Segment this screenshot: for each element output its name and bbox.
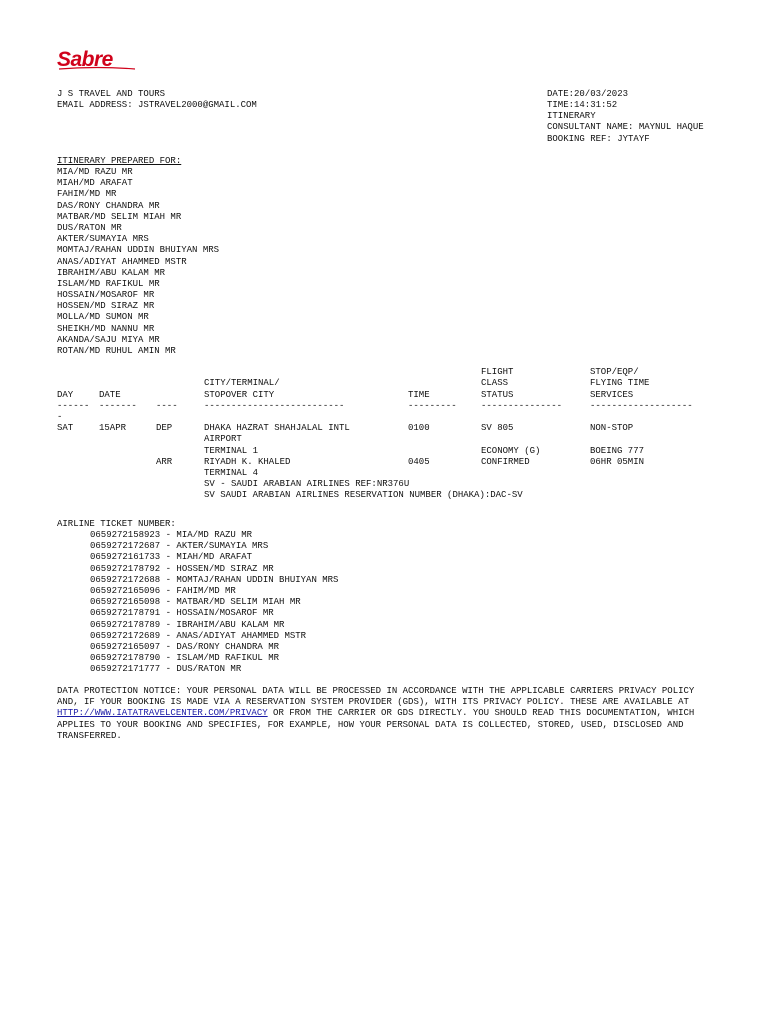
departure-city: DHAKA HAZRAT SHAHJALAL INTL xyxy=(204,423,350,433)
ticket-row xyxy=(90,552,338,563)
ticket-number: 0659272172687 xyxy=(90,541,161,552)
notice-text-1: DATA PROTECTION NOTICE: YOUR PERSONAL DATA WILL BE PROCESSED IN ACCORDANCE WITH THE APPLICABLE CARRIERS PRIVACY POLICY AND, IF YOUR BOOKING IS MADE VIA A RESERVATION SYSTEM PROVIDER (GDS), WITH ITS PRIVACY POLICY. THESE ARE AVAILABLE AT xyxy=(57,686,695,708)
divider-dep: ---- xyxy=(156,401,178,411)
flight-date: 15APR xyxy=(99,423,127,433)
passenger-name: ANAS/ADIYAT AHAMMED MSTR xyxy=(57,256,187,267)
ticket-row xyxy=(90,564,338,575)
ticket-separator: - xyxy=(160,530,177,540)
ticket-row xyxy=(90,530,338,541)
document-type: ITINERARY xyxy=(547,111,596,121)
booking-reference: BOOKING REF: JYTAYF xyxy=(547,134,650,144)
divider-wrap: - xyxy=(57,412,63,422)
ticket-passenger: DUS/RATON MR xyxy=(176,664,242,675)
flight-status: CONFIRMED xyxy=(481,457,530,467)
ticket-separator: - xyxy=(160,597,177,608)
ticket-number: 0659272171777 xyxy=(90,664,161,675)
passenger-name: MOMTAJ/RAHAN UDDIN BHUIYAN MRS xyxy=(57,245,220,256)
divider-date: ------- xyxy=(99,401,137,411)
ticket-passenger: ISLAM/MD RAFIKUL MR xyxy=(176,653,280,664)
equipment: BOEING 777 xyxy=(590,446,645,456)
passenger-name: MIA/MD RAZU MR xyxy=(57,167,133,177)
privacy-link[interactable]: HTTP://WWW.IATATRAVELCENTER.COM/PRIVACY xyxy=(57,708,268,719)
header-flight: FLIGHT xyxy=(481,367,514,377)
ticket-passenger: MIAH/MD ARAFAT xyxy=(176,552,253,563)
arrival-time: 0405 xyxy=(408,457,430,467)
ticket-separator: - xyxy=(160,641,177,652)
divider-flight: --------------- xyxy=(481,401,563,411)
divider-stop: ------------------- xyxy=(590,401,693,411)
ticket-passenger: HOSSAIN/MOSAROF MR xyxy=(176,608,274,619)
header-day: DAY xyxy=(57,390,74,400)
passenger-name: AKTER/SUMAYIA MRS xyxy=(57,234,149,245)
arrival-label: ARR xyxy=(156,457,173,467)
ticket-number: 0659272178789 xyxy=(90,619,161,630)
passenger-list xyxy=(57,167,219,357)
passenger-name: ISLAM/MD RAFIKUL MR xyxy=(57,278,160,289)
consultant-name: CONSULTANT NAME: MAYNUL HAQUE xyxy=(547,122,704,132)
ticket-passenger: MATBAR/MD SELIM MIAH MR xyxy=(176,597,301,608)
header-date: DATE xyxy=(99,390,121,400)
ticket-number: 0659272158923 xyxy=(90,530,161,540)
ticket-passenger: DAS/RONY CHANDRA MR xyxy=(176,641,280,652)
ticket-row xyxy=(90,653,338,664)
header-services: SERVICES xyxy=(590,390,634,400)
ticket-passenger: IBRAHIM/ABU KALAM MR xyxy=(176,619,285,630)
departure-terminal: TERMINAL 1 xyxy=(204,446,259,456)
header-class: CLASS xyxy=(481,378,509,388)
document-date: DATE:20/03/2023 xyxy=(547,89,629,99)
passenger-name: ROTAN/MD RUHUL AMIN MR xyxy=(57,346,176,356)
passenger-name: FAHIM/MD MR xyxy=(57,189,117,200)
ticket-number: 0659272178790 xyxy=(90,653,161,664)
flight-class: ECONOMY (G) xyxy=(481,446,541,456)
passenger-name: IBRAHIM/ABU KALAM MR xyxy=(57,267,166,278)
header-status: STATUS xyxy=(481,390,514,400)
ticket-row xyxy=(90,631,338,642)
ticket-separator: - xyxy=(160,574,177,585)
passenger-name: DAS/RONY CHANDRA MR xyxy=(57,200,160,211)
ticket-row xyxy=(90,664,338,675)
passenger-name: MIAH/MD ARAFAT xyxy=(57,178,133,189)
header-city: CITY/TERMINAL/ xyxy=(204,378,280,388)
divider-day: ------ xyxy=(57,401,90,411)
departure-city-cont: AIRPORT xyxy=(204,434,242,444)
arrival-city: RIYADH K. KHALED xyxy=(204,457,291,467)
ticket-number: 0659272165097 xyxy=(90,641,161,652)
stop-info: NON-STOP xyxy=(590,423,634,433)
flying-time: 06HR 05MIN xyxy=(590,457,645,467)
ticket-number: 0659272178791 xyxy=(90,608,161,619)
ticket-number: 0659272172689 xyxy=(90,630,161,641)
notice-text-2: OR FROM THE CARRIER OR GDS DIRECTLY. YOU SHOULD READ THIS DOCUMENTATION, WHICH APPLIES TO YOUR BOOKING AND SPECIFIES, FOR EXAMPLE, HOW YOUR PERSONAL DATA IS COLLECTED, STORED, USED, DISCLOSED AND TRANSFERRED. xyxy=(57,708,695,741)
ticket-row xyxy=(90,541,338,552)
ticket-number: 0659272165098 xyxy=(90,597,161,608)
agency-name: J S TRAVEL AND TOURS xyxy=(57,89,166,99)
passenger-name: MATBAR/MD SELIM MIAH MR xyxy=(57,211,182,222)
ticket-passenger: FAHIM/MD MR xyxy=(176,585,236,596)
ticket-row xyxy=(90,642,338,653)
ticket-separator: - xyxy=(160,585,177,596)
ticket-separator: - xyxy=(160,563,177,574)
ticket-passenger: ANAS/ADIYAT AHAMMED MSTR xyxy=(176,630,307,641)
ticket-separator: - xyxy=(160,630,177,641)
reservation-number: SV SAUDI ARABIAN AIRLINES RESERVATION NUMBER (DHAKA):DAC-SV xyxy=(204,490,523,500)
passenger-name: MOLLA/MD SUMON MR xyxy=(57,312,149,323)
ticket-separator: - xyxy=(160,653,177,664)
ticket-number: 0659272178792 xyxy=(90,563,161,574)
ticket-passenger: MOMTAJ/RAHAN UDDIN BHUIYAN MRS xyxy=(176,574,339,585)
agency-email: EMAIL ADDRESS: JSTRAVEL2000@GMAIL.COM xyxy=(57,100,257,110)
ticket-separator: - xyxy=(160,664,177,675)
ticket-number: 0659272161733 xyxy=(90,552,161,563)
departure-label: DEP xyxy=(156,423,173,433)
ticket-row xyxy=(90,575,338,586)
ticket-row xyxy=(90,586,338,597)
departure-time: 0100 xyxy=(408,423,430,433)
ticket-row xyxy=(90,608,338,619)
passenger-name: HOSSEN/MD SIRAZ MR xyxy=(57,301,155,312)
ticket-row xyxy=(90,620,338,631)
divider-time: --------- xyxy=(408,401,457,411)
header-flying-time: FLYING TIME xyxy=(590,378,650,388)
ticket-number: 0659272172688 xyxy=(90,574,161,585)
header-time: TIME xyxy=(408,390,430,400)
tickets-heading: AIRLINE TICKET NUMBER: xyxy=(57,519,176,529)
arrival-terminal: TERMINAL 4 xyxy=(204,468,259,478)
logo-swoosh-icon xyxy=(57,66,137,72)
divider-city: -------------------------- xyxy=(204,401,345,411)
ticket-row xyxy=(90,597,338,608)
flight-day: SAT xyxy=(57,423,74,433)
ticket-separator: - xyxy=(160,619,177,630)
ticket-separator: - xyxy=(160,608,177,619)
passenger-name: SHEIKH/MD NANNU MR xyxy=(57,323,155,334)
ticket-separator: - xyxy=(160,552,177,563)
passenger-name: HOSSAIN/MOSAROF MR xyxy=(57,290,155,301)
passenger-name: DUS/RATON MR xyxy=(57,222,122,233)
ticket-passenger: HOSSEN/MD SIRAZ MR xyxy=(176,563,274,574)
header-stopover: STOPOVER CITY xyxy=(204,390,275,400)
ticket-list xyxy=(90,530,338,675)
sabre-logo: Sabre xyxy=(57,48,113,71)
passenger-name: AKANDA/SAJU MIYA MR xyxy=(57,334,160,345)
ticket-passenger: AKTER/SUMAYIA MRS xyxy=(176,541,269,552)
prepared-for-heading: ITINERARY PREPARED FOR: xyxy=(57,156,182,166)
airline-reference: SV - SAUDI ARABIAN AIRLINES REF:NR376U xyxy=(204,479,410,489)
ticket-number: 0659272165096 xyxy=(90,585,161,596)
document-time: TIME:14:31:52 xyxy=(547,100,618,110)
header-stop: STOP/EQP/ xyxy=(590,367,639,377)
ticket-separator: - xyxy=(160,541,177,552)
data-protection-notice xyxy=(57,686,697,742)
flight-number: SV 805 xyxy=(481,423,514,433)
ticket-passenger: MIA/MD RAZU MR xyxy=(176,530,253,540)
